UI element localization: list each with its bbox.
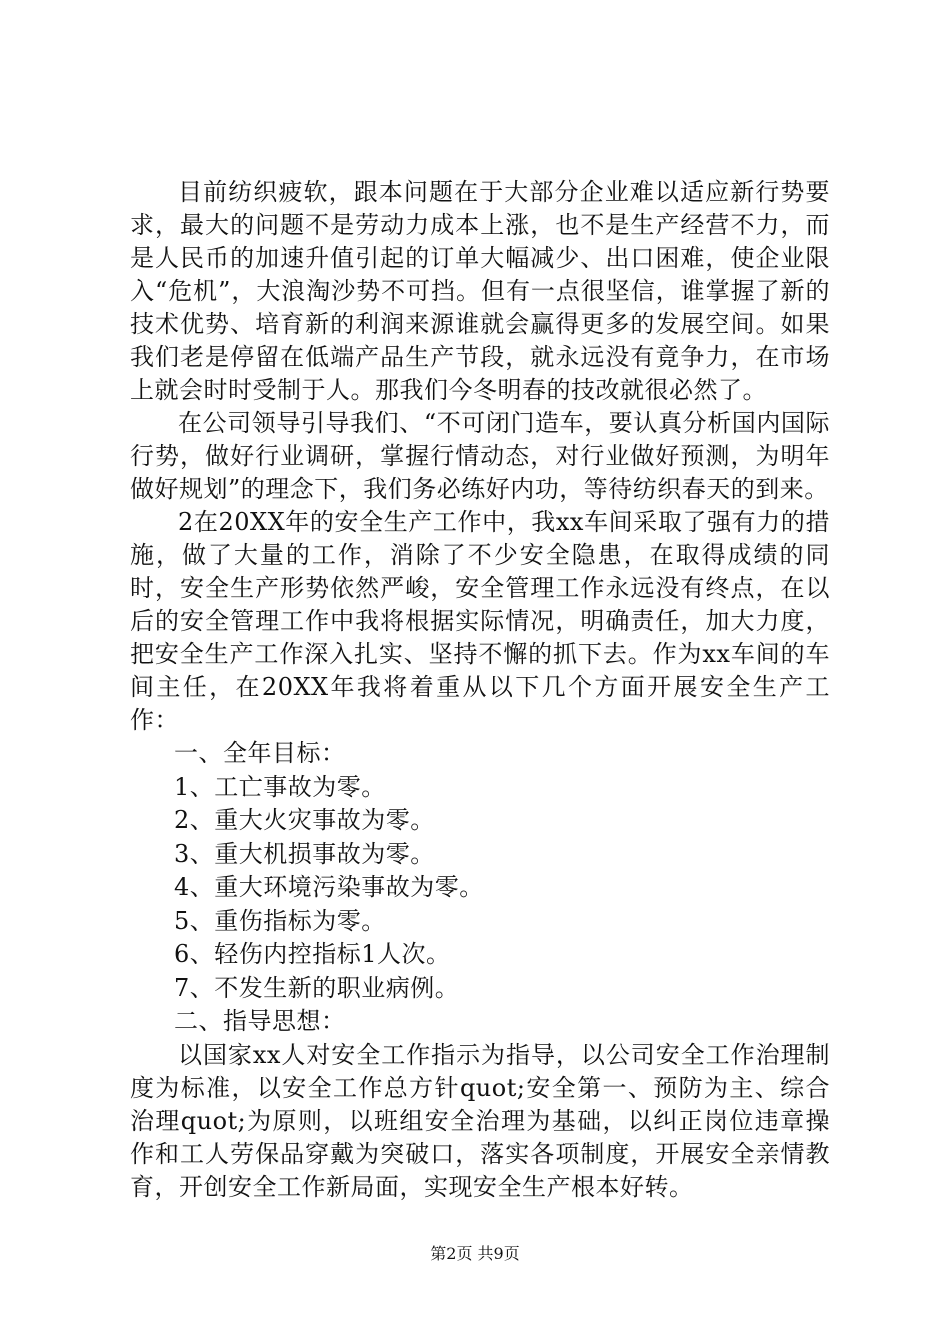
goal-item: 2、重大火灾事故为零。 [174, 806, 435, 834]
section-heading-guiding-ideology: 二、指导思想： [174, 1007, 346, 1035]
paragraph-guiding-ideology: 以国家xx人对安全工作指示为指导，以公司安全工作治理制度为标准，以安全工作总方针quot;安全第一、预防为主、综合治理quot;为原则，以班组安全治理为基础，以纠正岗位违章操作和工人劳保品穿戴为突破口，落实各项制度，开展安全亲情教育，开创安全工作新局面，实现安全生产根本好转。 [130, 1040, 830, 1201]
paragraph-leadership-guidance: 在公司领导引导我们、“不可闭门造车，要认真分析国内国际行势，做好行业调研，掌握行情动态，对行业做好预测，为明年做好规划”的理念下，我们务必练好内功，等待纺织春天的到来。 [130, 409, 830, 503]
goal-item: 3、重大机损事故为零。 [174, 839, 435, 868]
document-body [130, 176, 830, 1204]
section-heading-annual-goals: 一、全年目标： [174, 739, 346, 767]
goal-item: 1、工亡事故为零。 [174, 772, 386, 801]
goal-item: 4、重大环境污染事故为零。 [174, 873, 484, 901]
page-number-footer: 第2页 共9页 [430, 1244, 520, 1263]
goal-item: 6、轻伤内控指标1人次。 [174, 940, 451, 968]
paragraph-market-analysis: 目前纺织疲软，跟本问题在于大部分企业难以适应新行势要求，最大的问题不是劳动力成本上涨，也不是生产经营不力，而是人民币的加速升值引起的订单大幅减少、出口困难，使企业限入“危机”，大浪淘沙势不可挡。但有一点很坚信，谁掌握了新的技术优势、培育新的利润来源谁就会赢得更多的发展空间。如果我们老是停留在低端产品生产节段，就永远没有竟争力，在市场上就会时时受制于人。那我们今冬明春的技改就很必然了。 [130, 178, 830, 404]
paragraph-safety-production: 2在20XX年的安全生产工作中，我xx车间采取了强有力的措施，做了大量的工作，消除了不少安全隐患，在取得成绩的同时，安全生产形势依然严峻，安全管理工作永远没有终点，在以后的安全管理工作中我将根据实际情况，明确责任，加大力度，把安全生产工作深入扎实、坚持不懈的抓下去。作为xx车间的车间主任，在20XX年我将着重从以下几个方面开展安全生产工作： [130, 508, 830, 734]
goal-item: 5、重伤指标为零。 [174, 906, 386, 935]
goal-item: 7、不发生新的职业病例。 [174, 973, 460, 1002]
